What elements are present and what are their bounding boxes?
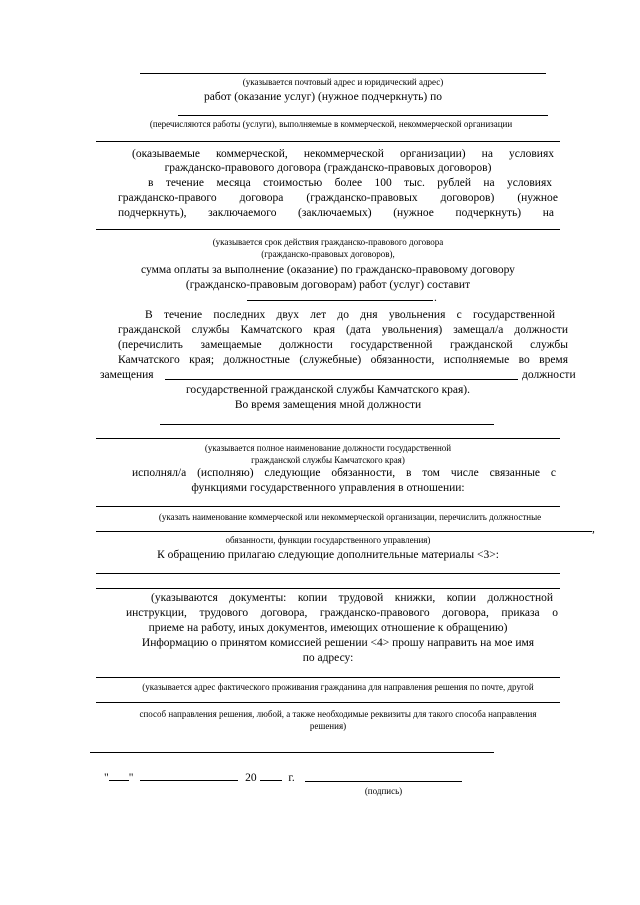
comma: , — [592, 523, 595, 535]
info-line-2: по адресу: — [302, 652, 354, 664]
signature-line — [305, 781, 462, 782]
org-blank-line — [96, 506, 560, 507]
block3-line-2: гражданской службы Камчатского края (дата увольнения) замещал/а должности — [118, 324, 568, 336]
block1-line-5: подчеркнуть), заключаемого (заключаемых) (нужное подчеркнуть) на — [118, 207, 554, 219]
block1-line-2: гражданско-правового договора (гражданско-правовых договоров) — [164, 162, 492, 174]
note-works: (перечисляются работы (услуги), выполняемые в коммерческой, некоммерческой организации — [149, 119, 513, 129]
attach-blank-line-1 — [96, 573, 560, 574]
block5-line-3: приеме на работу, иных документов, имеющих отношение к обращению) — [148, 622, 508, 634]
date-day-blank — [109, 770, 129, 781]
works-blank-line — [178, 115, 548, 116]
date-field — [104, 770, 295, 785]
date-year-prefix: 20 — [245, 772, 257, 784]
block3-line-3: (перечислить замещаемые должности государственной гражданской службы — [118, 339, 568, 351]
block1-line-4: гражданско-правого договора (гражданско-правовых договоров) (нужное — [118, 192, 558, 204]
contract-term-line — [96, 229, 560, 230]
works-blank-line-2 — [96, 141, 560, 142]
attach-blank-line-2 — [96, 588, 560, 589]
address-blank-line — [96, 677, 560, 678]
block3-line-1: В течение последних двух лет до дня увольнения с государственной — [145, 309, 555, 321]
block1-line-1: (оказываемые коммерческой, некоммерческой организации) на условиях — [132, 148, 554, 160]
duties-blank-line — [165, 379, 518, 380]
note-position-2: гражданской службы Камчатского края) — [251, 455, 405, 465]
block3-line-7: Во время замещения мной должности — [234, 399, 422, 411]
note-address: (указывается адрес фактического проживания гражданина для направления решения по почте, другой — [142, 682, 534, 692]
note-method-1: способ направления решения, любой, а также необходимые реквизиты для такого способа направления — [139, 709, 537, 719]
position-blank-line-2 — [96, 438, 560, 439]
amount-blank-line — [247, 300, 433, 301]
note-method-2: решения) — [309, 721, 347, 731]
note-position-1: (указывается полное наименование должности государственной — [204, 443, 452, 453]
info-line-1: Информацию о принятом комиссией решении <4> прошу направить на мое имя — [141, 637, 535, 649]
postal-address-line — [140, 73, 546, 74]
note-duties: обязанности, функции государственного управления) — [225, 535, 431, 545]
date-quote-open: " — [104, 772, 109, 784]
note-contract-term-1: (указывается срок действия гражданско-правового договора — [212, 237, 444, 247]
works-line: работ (оказание услуг) (нужное подчеркнуть) по — [204, 91, 442, 103]
amount-dot: . — [434, 292, 437, 304]
note-contract-term-2: (гражданско-правовых договоров), — [261, 249, 395, 259]
block3-line-5a: замещения — [100, 369, 154, 381]
attach-line: К обращению прилагаю следующие дополнительные материалы <3>: — [157, 549, 499, 561]
block1-line-3: в течение месяца стоимостью более 100 тыс. рублей на условиях — [148, 177, 552, 189]
block3-line-4: Камчатского края; должностные (служебные) обязанности, исполняемые во время — [118, 354, 568, 366]
block5-line-1: (указываются документы: копии трудовой книжки, копии должностной — [151, 592, 553, 604]
date-quote-close: " — [128, 772, 134, 784]
date-year-suffix: г. — [288, 772, 295, 784]
block2-line-1: сумма оплаты за выполнение (оказание) по гражданско-правовому договору — [141, 264, 515, 276]
duties-functions-line — [96, 531, 592, 532]
address-blank-line-2 — [96, 702, 560, 703]
position-blank-line-1 — [160, 424, 494, 425]
block4-line-2: функциями государственного управления в отношении: — [191, 482, 465, 494]
note-postal-address: (указывается почтовый адрес и юридический адрес) — [242, 77, 444, 87]
block3-line-6: государственной гражданской службы Камчатского края). — [185, 384, 471, 396]
bottom-blank-line — [90, 752, 494, 753]
note-org: (указать наименование коммерческой или некоммерческой организации, перечислить должностные — [158, 512, 542, 522]
block2-line-2: (гражданско-правовым договорам) работ (услуг) составит — [185, 279, 471, 291]
block4-line-1: исполнял/а (исполняю) следующие обязанности, в том числе связанные с — [132, 467, 556, 479]
block5-line-2: инструкции, трудового договора, гражданско-правового договора, приказа о — [126, 607, 558, 619]
block3-line-5b: должности — [522, 369, 576, 381]
date-month-blank — [140, 770, 238, 781]
signature-note: (подпись) — [364, 786, 403, 796]
date-year-blank — [260, 770, 282, 781]
